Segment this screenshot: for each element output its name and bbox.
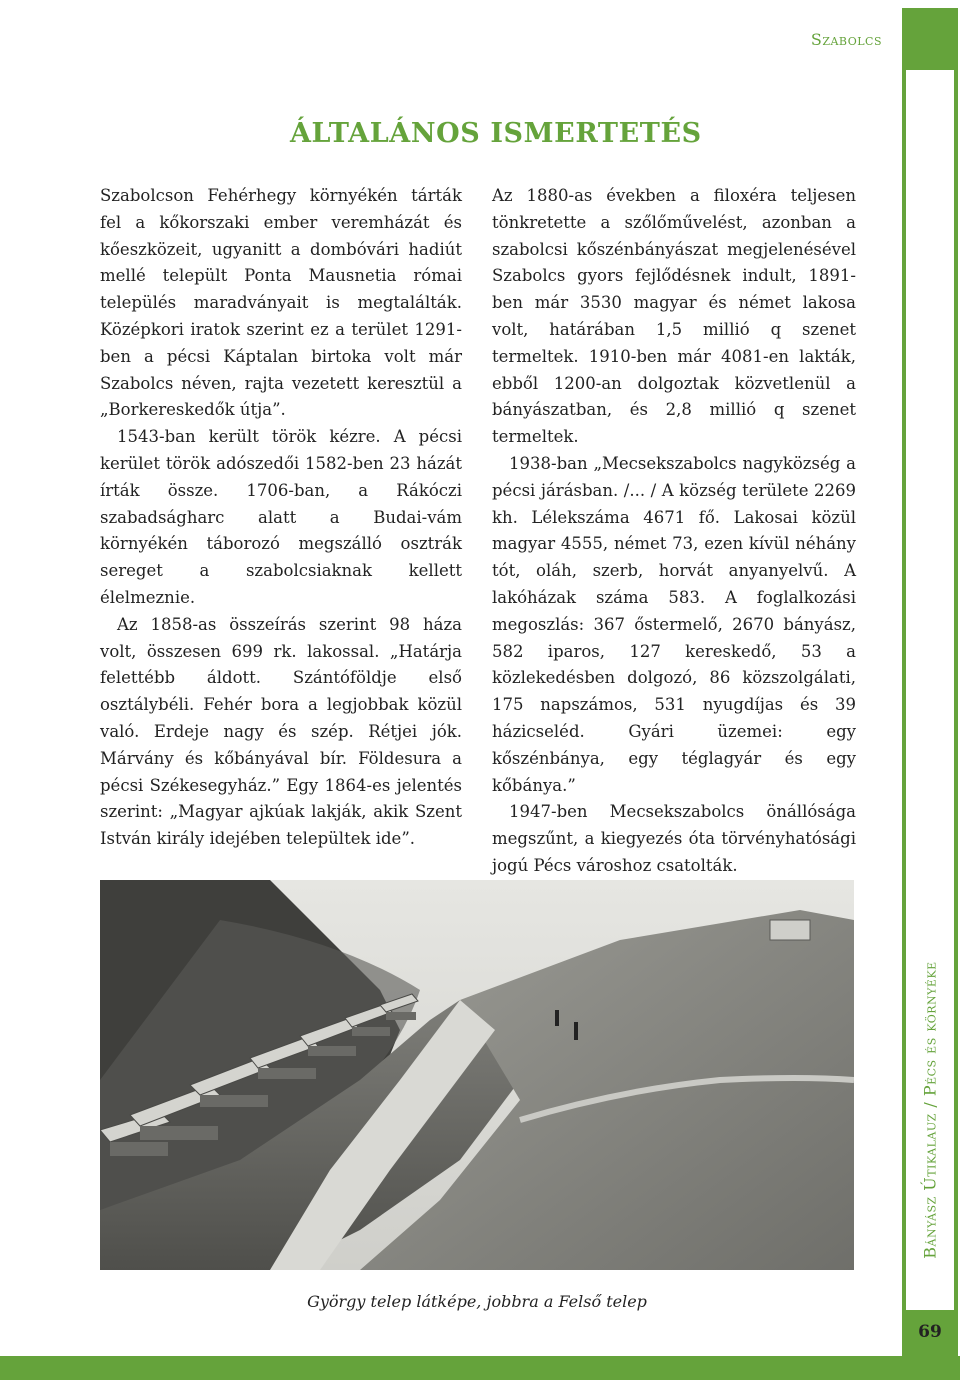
right-column — [492, 183, 856, 880]
paragraph: Az 1858-as összeírás szerint 98 háza volt, összesen 699 rk. lakossal. „Határja felettébb áldott. Szántóföldje első osztálybéli. Fehér bora a legjobbak közül való. Erdeje nagy és szép. Rétjei jók. Márvány és kőbányával bír. Földesura a pécsi Székesegyház.” Egy 1864-es jelentés szerint: „Magyar ajkúak lakják, akik Szent István király idejében települtek ide”. — [100, 614, 462, 849]
photo-caption: György telep látképe, jobbra a Felső telep — [307, 1292, 647, 1311]
side-label: Bányász Útikalauz / Pécs és környéke — [920, 961, 940, 1259]
running-head: Szabolcs — [810, 30, 882, 49]
page-title: ÁLTALÁNOS ISMERTETÉS — [290, 118, 702, 149]
paragraph: 1938-ban „Mecsekszabolcs nagyközség a pécsi járásban. /... / A község területe 2269 kh. Lélekszáma 4671 fő. Lakosai közül magyar 4555, német 73, ezen kívül néhány tót, oláh, szerb, horvát anyanyelvű. A lakóházak száma 583. A foglalkozási megoszlás: 367 őstermelő, 2670 bányász, 582 iparos, 127 kereskedő, 53 a közlekedésben dolgozó, 86 közszolgálati, 175 napszámos, 531 nyugdíjas és 39 házicseléd. Gyári üzemei: egy kőszénbánya, egy téglagyár és egy kőbánya.” — [492, 453, 856, 795]
paragraph: Az 1880-as években a filoxéra teljesen tönkretette a szőlőművelést, azonban a szabolcsi kőszénbányászat megjelenésével Szabolcs gyors fejlődésnek indult, 1891-ben már 3530 magyar és német lakosa volt, határában 1,5 millió q szenet termeltek. 1910-ben már 4081-en lakták, ebből 1200-an dolgoztak közvetlenül a bányászatban, és 2,8 millió q szenet termeltek. — [492, 186, 856, 447]
left-column — [100, 183, 462, 853]
landscape-photo — [100, 880, 854, 1270]
paragraph: Szabolcson Fehérhegy környékén tárták fel a kőkorszaki ember veremházát és kőeszközeit, ugyanitt a dombóvári hadiút mellé települt Ponta Mausnetia római település maradványait is megtalálták. Középkori iratok szerint ez a terület 1291-ben a pécsi Káptalan birtoka volt már Szabolcs néven, rajta vezetett keresztül a „Borkereskedők útja”. — [100, 186, 462, 420]
photo-building — [770, 920, 810, 940]
green-bottom-band — [0, 1356, 960, 1380]
paragraph: 1947-ben Mecsekszabolcs önállósága megszűnt, a kiegyezés óta törvényhatósági jogú Pécs városhoz csatolták. — [492, 802, 856, 875]
page-number: 69 — [918, 1322, 942, 1342]
paragraph: 1543-ban került török kézre. A pécsi kerület török adószedői 1582-ben 23 házát írták össze. 1706-ban, a Rákóczi szabadságharc alatt a Budai-vám környékén táborozó megszálló osztrák sereget a szabolcsiaknak kellett élelmeznie. — [100, 427, 462, 607]
